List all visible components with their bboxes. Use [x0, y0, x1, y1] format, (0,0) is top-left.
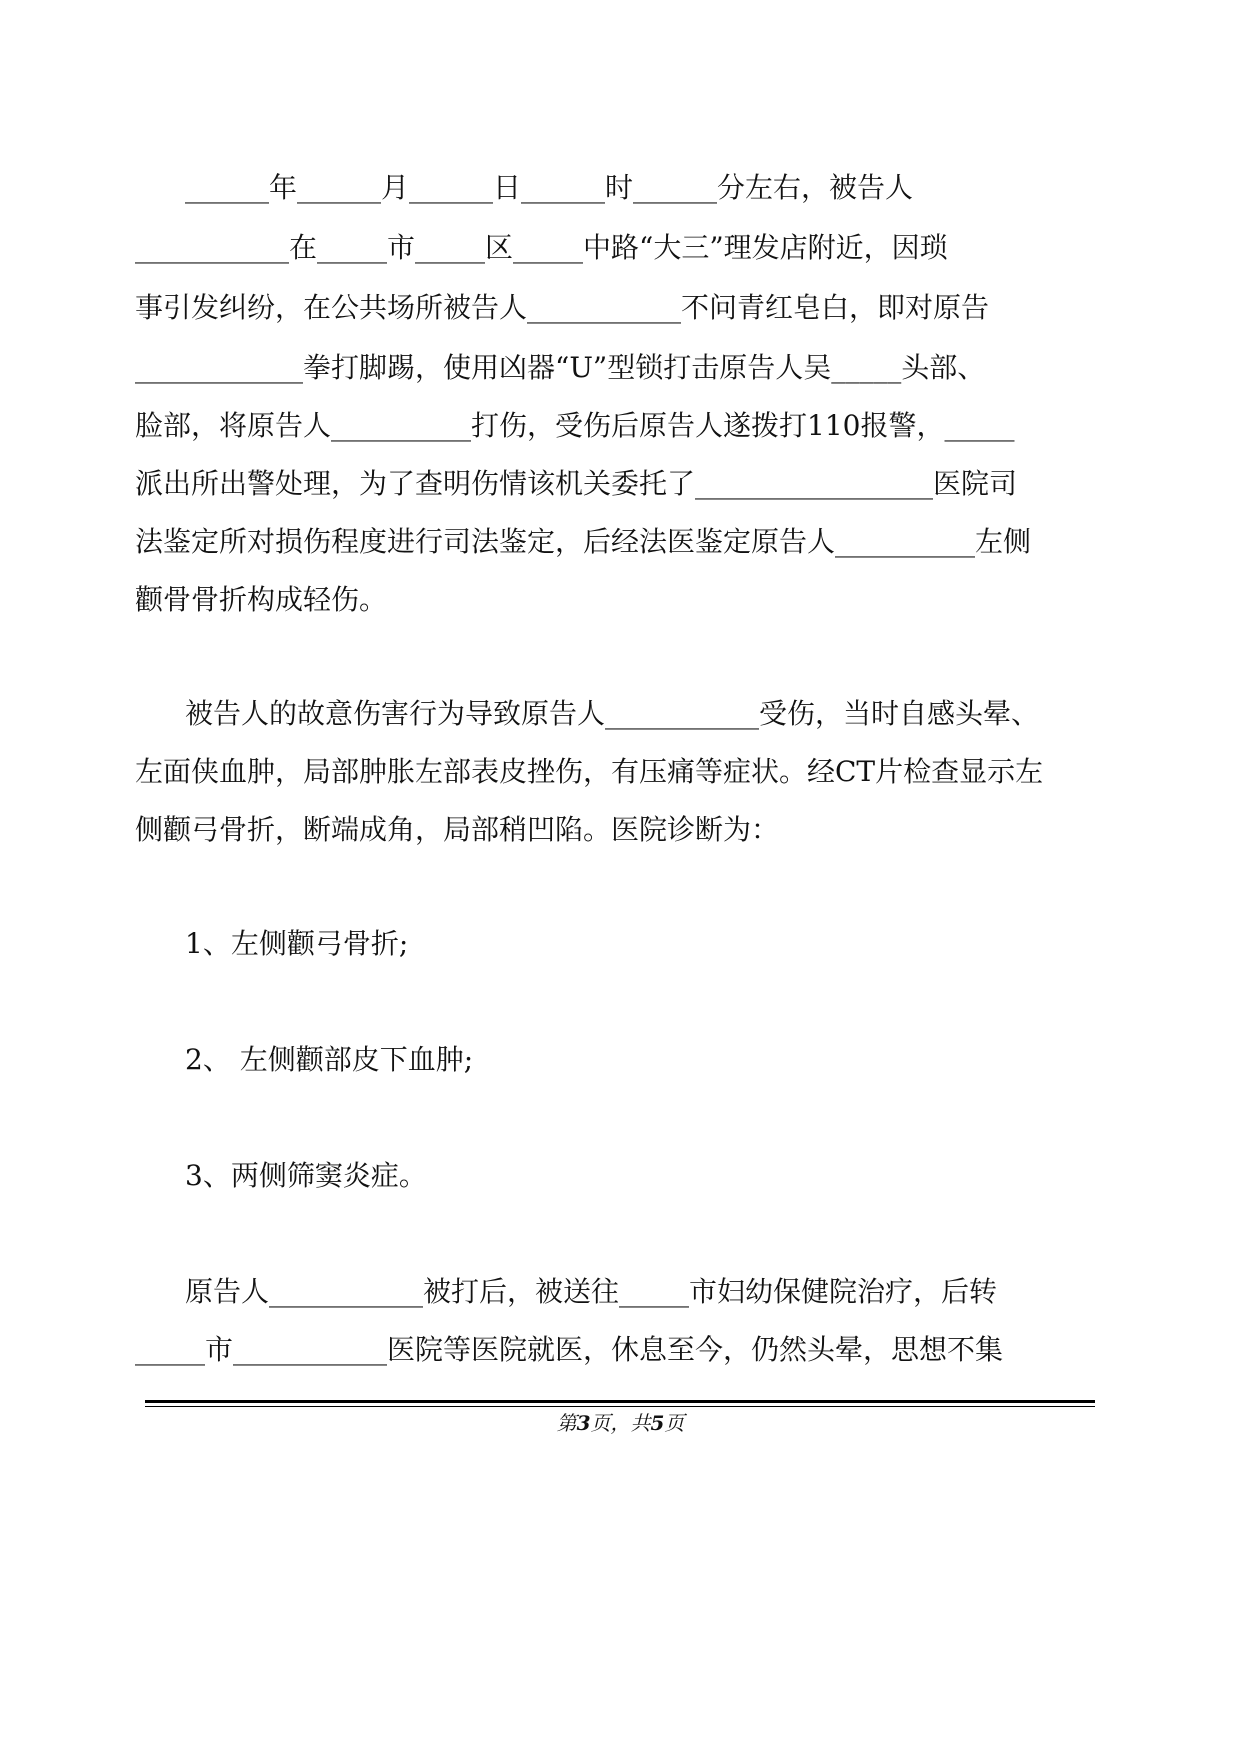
- footer-middle: 页，共: [590, 1411, 651, 1435]
- paragraph-2-line-1: 被告人的故意伤害行为导致原告人___________受伤，当时自感头晕、: [185, 697, 1040, 730]
- paragraph-1-line-5: 脸部，将原告人__________打伤，受伤后原告人遂拨打110报警，_____: [135, 409, 1015, 442]
- paragraph-1-line-1: ______年______月______日______时______分左右，被告人: [185, 171, 914, 204]
- paragraph-1-line-4: ____________拳打脚踢，使用凶器“U”型锁打击原告人吴_____头部、: [135, 351, 986, 384]
- diagnosis-item-3: 3、两侧筛窦炎症。: [185, 1159, 427, 1192]
- paragraph-1-line-6: 派出所出警处理，为了查明伤情该机关委托了_________________医院司: [135, 467, 1018, 500]
- footer-suffix: 页: [664, 1411, 685, 1435]
- diagnosis-item-1: 1、左侧颧弓骨折;: [185, 927, 409, 960]
- paragraph-3-line-1: 原告人___________被打后，被送往_____市妇幼保健院治疗，后转: [185, 1275, 998, 1308]
- paragraph-2-line-3: 侧颧弓骨折，断端成角，局部稍凹陷。医院诊断为：: [135, 813, 780, 846]
- footer-prefix: 第: [556, 1411, 577, 1435]
- paragraph-1-line-7: 法鉴定所对损伤程度进行司法鉴定，后经法医鉴定原告人__________左侧: [135, 525, 1032, 558]
- footer-rule-thin: [145, 1406, 1095, 1407]
- footer-total-pages: 5: [650, 1411, 665, 1435]
- footer-page-number: 3: [576, 1411, 591, 1435]
- diagnosis-item-2: 2、 左侧颧部皮下血肿;: [185, 1043, 474, 1076]
- paragraph-1-line-3: 事引发纠纷，在公共场所被告人___________不问青红皂白，即对原告: [135, 291, 990, 324]
- paragraph-1-line-2: ___________在_____市_____区_____中路“大三”理发店附近，因琐: [135, 231, 948, 264]
- footer-rule-thick: [145, 1400, 1095, 1403]
- paragraph-2-line-2: 左面侠血肿，局部肿胀左部表皮挫伤，有压痛等症状。经CT片检查显示左: [135, 755, 1044, 788]
- paragraph-3-line-2: _____市___________医院等医院就医，休息至今，仍然头晕，思想不集: [135, 1333, 1004, 1366]
- paragraph-1-line-8: 颧骨骨折构成轻伤。: [135, 583, 388, 616]
- page-number-footer: [0, 1408, 1241, 1438]
